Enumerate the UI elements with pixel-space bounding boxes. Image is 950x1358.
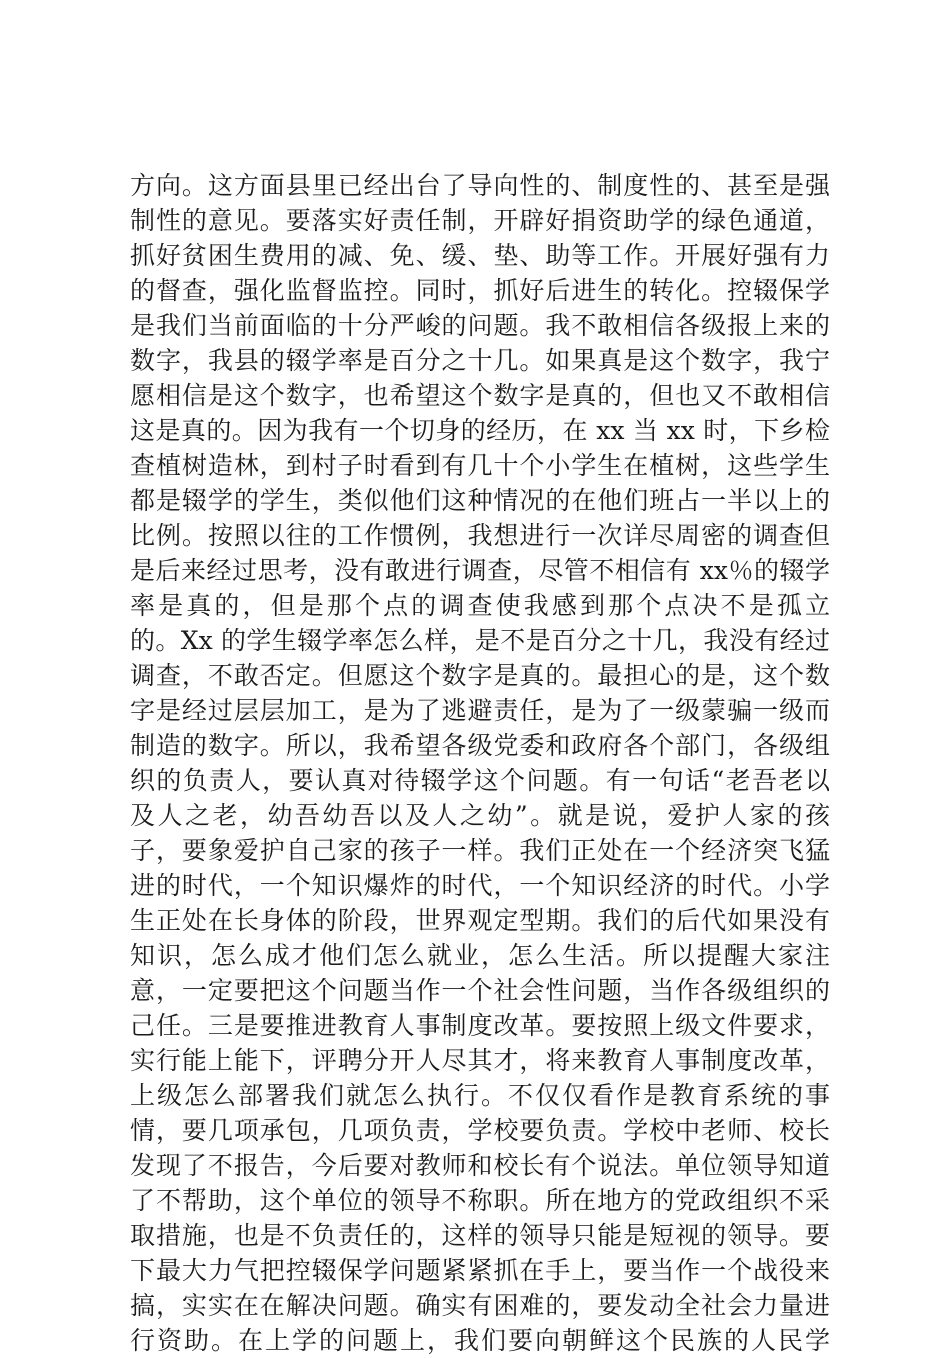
text-line: 搞，实实在在解决问题。确实有困难的，要发动全社会力量进 [130, 1291, 830, 1320]
text-line: 意，一定要把这个问题当作一个社会性问题，当作各级组织的 [130, 976, 830, 1005]
text-line: 查植树造林，到村子时看到有几十个小学生在植树，这些学生 [130, 451, 830, 480]
text-line: 织的负责人，要认真对待辍学这个问题。有一句话“老吾老以 [130, 766, 830, 795]
text-line: 都是辍学的学生，类似他们这种情况的在他们班占一半以上的 [130, 486, 830, 515]
text-line: 取措施，也是不负责任的，这样的领导只能是短视的领导。要 [130, 1221, 830, 1250]
text-line: 率是真的，但是那个点的调查使我感到那个点决不是孤立 [130, 591, 830, 620]
text-line: 知识，怎么成才他们怎么就业，怎么生活。所以提醒大家注 [130, 941, 830, 970]
text-line: 抓好贫困生费用的减、免、缓、垫、助等工作。开展好强有力 [130, 241, 830, 270]
text-line: 上级怎么部署我们就怎么执行。不仅仅看作是教育系统的事 [130, 1081, 830, 1110]
text-line: 是后来经过思考，没有敢进行调查，尽管不相信有 xx％的辍学 [130, 556, 830, 585]
text-line: 的督查，强化监督监控。同时，抓好后进生的转化。控辍保学 [130, 276, 830, 305]
text-line: 生正处在长身体的阶段，世界观定型期。我们的后代如果没有 [130, 906, 830, 935]
text-line: 进的时代，一个知识爆炸的时代，一个知识经济的时代。小学 [130, 871, 830, 900]
text-line: 制造的数字。所以，我希望各级党委和政府各个部门，各级组 [130, 731, 830, 760]
text-line: 数字，我县的辍学率是百分之十几。如果真是这个数字，我宁 [130, 346, 830, 375]
text-line: 子，要象爱护自己家的孩子一样。我们正处在一个经济突飞猛 [130, 836, 830, 865]
text-line: 是我们当前面临的十分严峻的问题。我不敢相信各级报上来的 [130, 311, 830, 340]
text-line: 己任。三是要推进教育人事制度改革。要按照上级文件要求， [130, 1011, 830, 1040]
text-line: 行资助。在上学的问题上，我们要向朝鲜这个民族的人民学 [130, 1326, 830, 1355]
text-line: 调查，不敢否定。但愿这个数字是真的。最担心的是，这个数 [130, 661, 830, 690]
text-line: 的。Xx 的学生辍学率怎么样，是不是百分之十几，我没有经过 [130, 626, 830, 655]
text-line: 字是经过层层加工，是为了逃避责任，是为了一级蒙骗一级而 [130, 696, 830, 725]
text-line: 愿相信是这个数字，也希望这个数字是真的，但也又不敢相信 [130, 381, 830, 410]
text-line: 情，要几项承包，几项负责，学校要负责。学校中老师、校长 [130, 1116, 830, 1145]
text-line: 及人之老，幼吾幼吾以及人之幼”。就是说，爱护人家的孩 [130, 801, 830, 830]
text-line: 比例。按照以往的工作惯例，我想进行一次详尽周密的调查但 [130, 521, 830, 550]
text-line: 制性的意见。要落实好责任制，开辟好捐资助学的绿色通道， [130, 206, 830, 235]
text-line: 发现了不报告，今后要对教师和校长有个说法。单位领导知道 [130, 1151, 830, 1180]
body-text [130, 168, 830, 1358]
text-line: 方向。这方面县里已经出台了导向性的、制度性的、甚至是强 [130, 171, 830, 200]
text-line: 下最大力气把控辍保学问题紧紧抓在手上，要当作一个战役来 [130, 1256, 830, 1285]
text-line: 了不帮助，这个单位的领导不称职。所在地方的党政组织不采 [130, 1186, 830, 1215]
text-line: 实行能上能下，评聘分开人尽其才，将来教育人事制度改革， [130, 1046, 830, 1075]
text-line: 这是真的。因为我有一个切身的经历，在 xx 当 xx 时，下乡检 [130, 416, 830, 445]
